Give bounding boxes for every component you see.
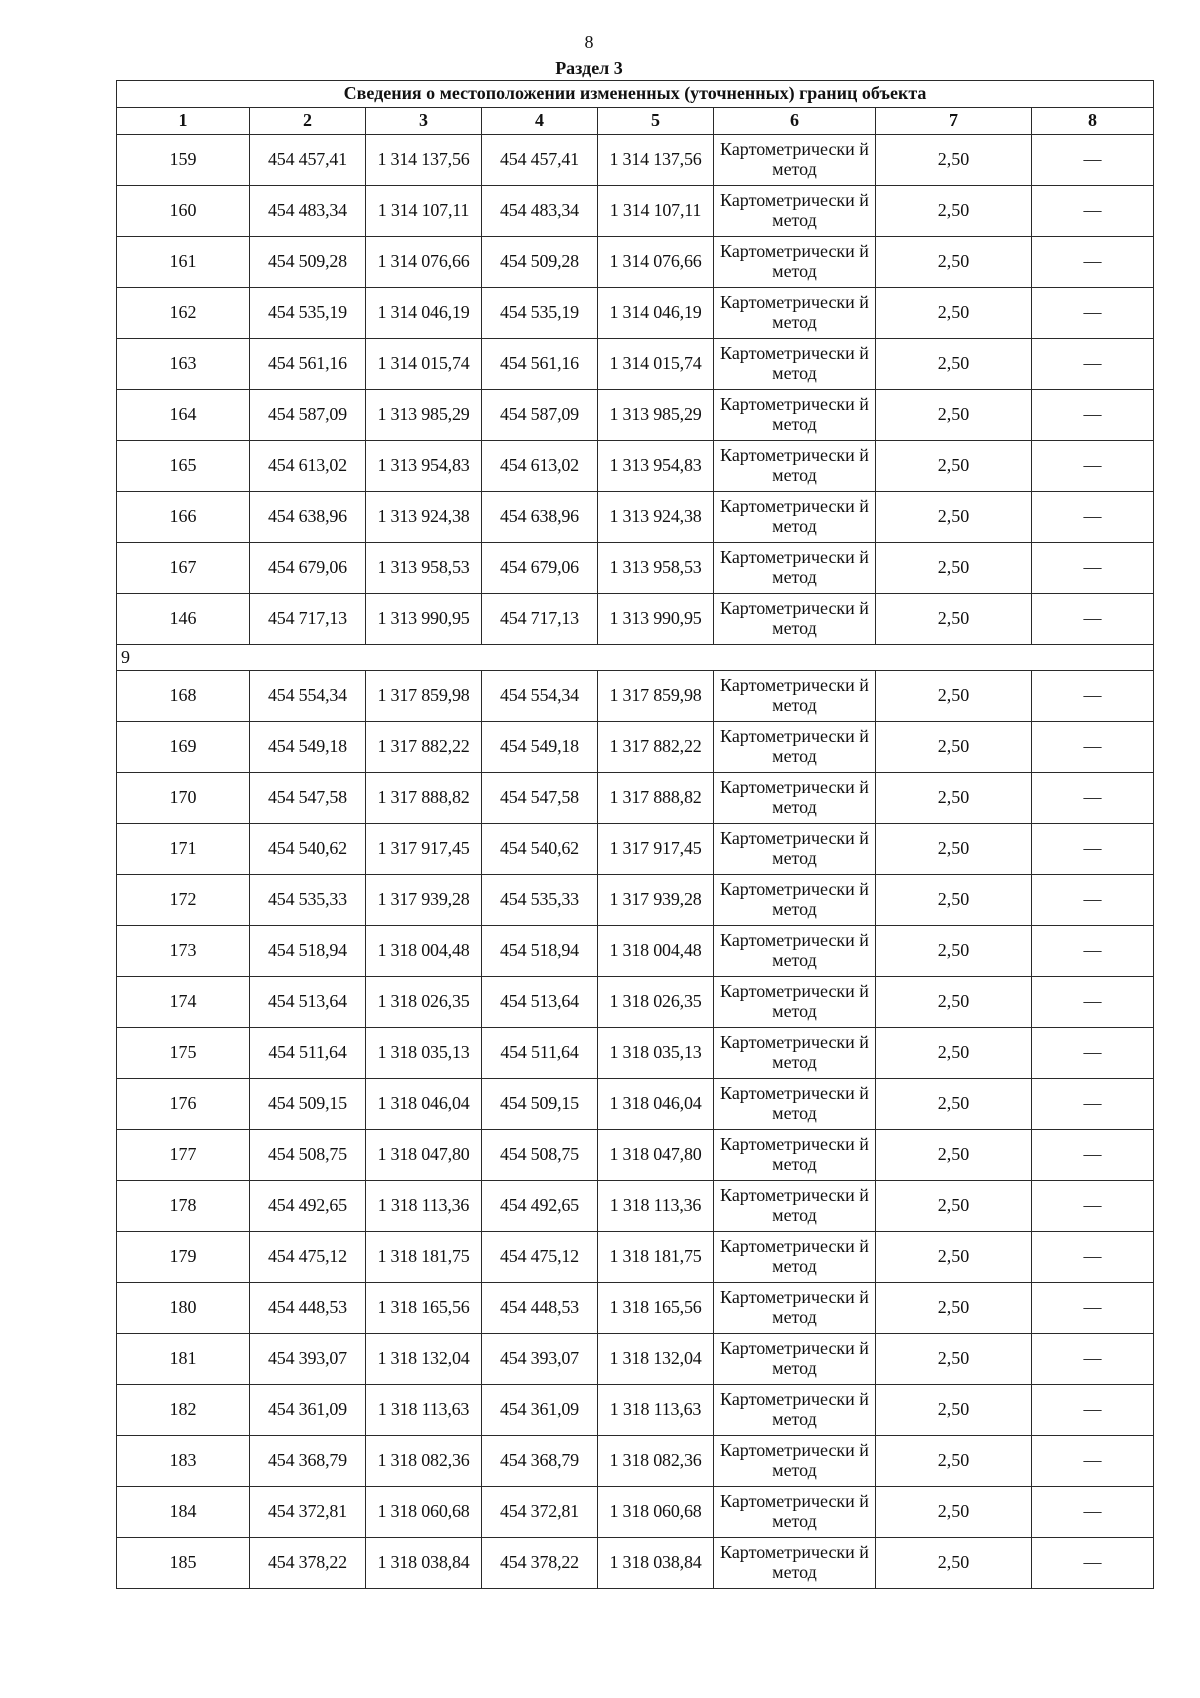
description-cell: —: [1032, 594, 1154, 645]
accuracy-cell: 2,50: [876, 1436, 1032, 1487]
x-existing-cell: 454 509,28: [250, 237, 366, 288]
x-new-cell: 454 535,33: [482, 875, 598, 926]
x-new-cell: 454 475,12: [482, 1232, 598, 1283]
table-title-row: [117, 81, 1154, 108]
method-cell: Картометрически й метод: [714, 1130, 876, 1181]
table-row: [117, 875, 1154, 926]
y-existing-cell: 1 317 859,98: [366, 671, 482, 722]
x-existing-cell: 454 518,94: [250, 926, 366, 977]
x-existing-cell: 454 613,02: [250, 441, 366, 492]
y-new-cell: 1 317 917,45: [598, 824, 714, 875]
description-cell: —: [1032, 288, 1154, 339]
y-existing-cell: 1 314 076,66: [366, 237, 482, 288]
x-new-cell: 454 509,15: [482, 1079, 598, 1130]
x-new-cell: 454 457,41: [482, 135, 598, 186]
x-new-cell: 454 518,94: [482, 926, 598, 977]
description-cell: —: [1032, 824, 1154, 875]
table-title: Сведения о местоположении измененных (уточненных) границ объекта: [117, 81, 1154, 108]
description-cell: —: [1032, 1436, 1154, 1487]
y-new-cell: 1 318 181,75: [598, 1232, 714, 1283]
point-number-cell: 146: [117, 594, 250, 645]
method-cell: Картометрически й метод: [714, 543, 876, 594]
x-existing-cell: 454 535,33: [250, 875, 366, 926]
point-number-cell: 178: [117, 1181, 250, 1232]
y-existing-cell: 1 317 882,22: [366, 722, 482, 773]
y-new-cell: 1 318 165,56: [598, 1283, 714, 1334]
point-number-cell: 159: [117, 135, 250, 186]
x-new-cell: 454 509,28: [482, 237, 598, 288]
x-existing-cell: 454 547,58: [250, 773, 366, 824]
x-existing-cell: 454 475,12: [250, 1232, 366, 1283]
table-row: [117, 671, 1154, 722]
accuracy-cell: 2,50: [876, 1283, 1032, 1334]
y-existing-cell: 1 313 958,53: [366, 543, 482, 594]
x-new-cell: 454 547,58: [482, 773, 598, 824]
method-cell: Картометрически й метод: [714, 1385, 876, 1436]
y-new-cell: 1 317 939,28: [598, 875, 714, 926]
point-number-cell: 181: [117, 1334, 250, 1385]
accuracy-cell: 2,50: [876, 288, 1032, 339]
table-row: [117, 1181, 1154, 1232]
method-cell: Картометрически й метод: [714, 1181, 876, 1232]
table-row: [117, 1079, 1154, 1130]
y-new-cell: 1 313 990,95: [598, 594, 714, 645]
method-cell: Картометрически й метод: [714, 1079, 876, 1130]
accuracy-cell: 2,50: [876, 977, 1032, 1028]
contour-group-row: [117, 645, 1154, 671]
method-cell: Картометрически й метод: [714, 390, 876, 441]
description-cell: —: [1032, 1385, 1154, 1436]
accuracy-cell: 2,50: [876, 339, 1032, 390]
point-number-cell: 174: [117, 977, 250, 1028]
accuracy-cell: 2,50: [876, 492, 1032, 543]
y-new-cell: 1 318 082,36: [598, 1436, 714, 1487]
x-existing-cell: 454 587,09: [250, 390, 366, 441]
y-new-cell: 1 314 137,56: [598, 135, 714, 186]
point-number-cell: 176: [117, 1079, 250, 1130]
table-row: [117, 773, 1154, 824]
method-cell: Картометрически й метод: [714, 824, 876, 875]
accuracy-cell: 2,50: [876, 1385, 1032, 1436]
x-new-cell: 454 638,96: [482, 492, 598, 543]
y-existing-cell: 1 313 924,38: [366, 492, 482, 543]
point-number-cell: 180: [117, 1283, 250, 1334]
x-existing-cell: 454 368,79: [250, 1436, 366, 1487]
accuracy-cell: 2,50: [876, 926, 1032, 977]
accuracy-cell: 2,50: [876, 1232, 1032, 1283]
description-cell: —: [1032, 875, 1154, 926]
table-row: [117, 288, 1154, 339]
accuracy-cell: 2,50: [876, 875, 1032, 926]
point-number-cell: 182: [117, 1385, 250, 1436]
table-row: [117, 1436, 1154, 1487]
table-row: [117, 1283, 1154, 1334]
table-row: [117, 186, 1154, 237]
method-cell: Картометрически й метод: [714, 1436, 876, 1487]
point-number-cell: 162: [117, 288, 250, 339]
accuracy-cell: 2,50: [876, 824, 1032, 875]
x-existing-cell: 454 378,22: [250, 1538, 366, 1589]
method-cell: Картометрически й метод: [714, 135, 876, 186]
y-existing-cell: 1 317 917,45: [366, 824, 482, 875]
y-new-cell: 1 318 046,04: [598, 1079, 714, 1130]
table-row: [117, 1130, 1154, 1181]
column-header: 8: [1032, 108, 1154, 135]
accuracy-cell: 2,50: [876, 441, 1032, 492]
description-cell: —: [1032, 492, 1154, 543]
x-existing-cell: 454 509,15: [250, 1079, 366, 1130]
x-new-cell: 454 717,13: [482, 594, 598, 645]
x-existing-cell: 454 457,41: [250, 135, 366, 186]
y-new-cell: 1 314 107,11: [598, 186, 714, 237]
description-cell: —: [1032, 390, 1154, 441]
table-row: [117, 926, 1154, 977]
method-cell: Картометрически й метод: [714, 1232, 876, 1283]
table-row: [117, 594, 1154, 645]
method-cell: Картометрически й метод: [714, 926, 876, 977]
table-row: [117, 543, 1154, 594]
accuracy-cell: 2,50: [876, 722, 1032, 773]
column-header: 3: [366, 108, 482, 135]
x-new-cell: 454 361,09: [482, 1385, 598, 1436]
y-new-cell: 1 314 046,19: [598, 288, 714, 339]
point-number-cell: 177: [117, 1130, 250, 1181]
y-existing-cell: 1 317 939,28: [366, 875, 482, 926]
description-cell: —: [1032, 722, 1154, 773]
point-number-cell: 170: [117, 773, 250, 824]
x-new-cell: 454 540,62: [482, 824, 598, 875]
x-existing-cell: 454 372,81: [250, 1487, 366, 1538]
method-cell: Картометрически й метод: [714, 1283, 876, 1334]
x-new-cell: 454 679,06: [482, 543, 598, 594]
point-number-cell: 166: [117, 492, 250, 543]
y-new-cell: 1 318 060,68: [598, 1487, 714, 1538]
accuracy-cell: 2,50: [876, 135, 1032, 186]
x-new-cell: 454 393,07: [482, 1334, 598, 1385]
point-number-cell: 169: [117, 722, 250, 773]
table-row: [117, 339, 1154, 390]
y-existing-cell: 1 318 026,35: [366, 977, 482, 1028]
accuracy-cell: 2,50: [876, 543, 1032, 594]
y-existing-cell: 1 318 047,80: [366, 1130, 482, 1181]
x-existing-cell: 454 448,53: [250, 1283, 366, 1334]
point-number-cell: 165: [117, 441, 250, 492]
method-cell: Картометрически й метод: [714, 875, 876, 926]
description-cell: —: [1032, 237, 1154, 288]
y-existing-cell: 1 318 004,48: [366, 926, 482, 977]
y-existing-cell: 1 318 035,13: [366, 1028, 482, 1079]
column-number-row: [117, 108, 1154, 135]
column-header: 4: [482, 108, 598, 135]
description-cell: —: [1032, 1232, 1154, 1283]
x-new-cell: 454 613,02: [482, 441, 598, 492]
y-existing-cell: 1 318 113,63: [366, 1385, 482, 1436]
x-new-cell: 454 587,09: [482, 390, 598, 441]
accuracy-cell: 2,50: [876, 1028, 1032, 1079]
column-header: 2: [250, 108, 366, 135]
method-cell: Картометрически й метод: [714, 186, 876, 237]
table-row: [117, 824, 1154, 875]
point-number-cell: 185: [117, 1538, 250, 1589]
x-new-cell: 454 554,34: [482, 671, 598, 722]
y-existing-cell: 1 314 015,74: [366, 339, 482, 390]
y-existing-cell: 1 318 181,75: [366, 1232, 482, 1283]
column-header: 1: [117, 108, 250, 135]
method-cell: Картометрически й метод: [714, 441, 876, 492]
y-new-cell: 1 318 047,80: [598, 1130, 714, 1181]
page-number: 8: [584, 32, 594, 52]
y-new-cell: 1 318 113,36: [598, 1181, 714, 1232]
description-cell: —: [1032, 1028, 1154, 1079]
y-new-cell: 1 318 026,35: [598, 977, 714, 1028]
method-cell: Картометрически й метод: [714, 1028, 876, 1079]
table-row: [117, 1334, 1154, 1385]
y-existing-cell: 1 314 107,11: [366, 186, 482, 237]
accuracy-cell: 2,50: [876, 1130, 1032, 1181]
method-cell: Картометрически й метод: [714, 492, 876, 543]
accuracy-cell: 2,50: [876, 1334, 1032, 1385]
y-existing-cell: 1 314 137,56: [366, 135, 482, 186]
method-cell: Картометрически й метод: [714, 1487, 876, 1538]
x-existing-cell: 454 549,18: [250, 722, 366, 773]
accuracy-cell: 2,50: [876, 773, 1032, 824]
table-row: [117, 1487, 1154, 1538]
description-cell: —: [1032, 1181, 1154, 1232]
x-new-cell: 454 511,64: [482, 1028, 598, 1079]
table-body: [117, 81, 1154, 1589]
y-existing-cell: 1 318 046,04: [366, 1079, 482, 1130]
table-row: [117, 1232, 1154, 1283]
y-new-cell: 1 313 924,38: [598, 492, 714, 543]
point-number-cell: 179: [117, 1232, 250, 1283]
point-number-cell: 184: [117, 1487, 250, 1538]
x-new-cell: 454 508,75: [482, 1130, 598, 1181]
y-new-cell: 1 314 076,66: [598, 237, 714, 288]
y-existing-cell: 1 318 132,04: [366, 1334, 482, 1385]
x-existing-cell: 454 540,62: [250, 824, 366, 875]
x-new-cell: 454 368,79: [482, 1436, 598, 1487]
point-number-cell: 163: [117, 339, 250, 390]
table-row: [117, 135, 1154, 186]
table-row: [117, 441, 1154, 492]
x-existing-cell: 454 508,75: [250, 1130, 366, 1181]
accuracy-cell: 2,50: [876, 1538, 1032, 1589]
y-new-cell: 1 318 132,04: [598, 1334, 714, 1385]
x-new-cell: 454 535,19: [482, 288, 598, 339]
x-existing-cell: 454 492,65: [250, 1181, 366, 1232]
y-new-cell: 1 313 954,83: [598, 441, 714, 492]
x-existing-cell: 454 511,64: [250, 1028, 366, 1079]
y-existing-cell: 1 313 990,95: [366, 594, 482, 645]
y-new-cell: 1 317 859,98: [598, 671, 714, 722]
boundary-coordinates-table: [116, 80, 1154, 1589]
y-existing-cell: 1 313 985,29: [366, 390, 482, 441]
y-new-cell: 1 313 985,29: [598, 390, 714, 441]
x-new-cell: 454 513,64: [482, 977, 598, 1028]
description-cell: —: [1032, 1079, 1154, 1130]
x-existing-cell: 454 513,64: [250, 977, 366, 1028]
y-new-cell: 1 317 882,22: [598, 722, 714, 773]
y-new-cell: 1 318 038,84: [598, 1538, 714, 1589]
method-cell: Картометрически й метод: [714, 722, 876, 773]
method-cell: Картометрически й метод: [714, 773, 876, 824]
x-new-cell: 454 561,16: [482, 339, 598, 390]
description-cell: —: [1032, 1487, 1154, 1538]
point-number-cell: 161: [117, 237, 250, 288]
accuracy-cell: 2,50: [876, 594, 1032, 645]
description-cell: —: [1032, 543, 1154, 594]
x-new-cell: 454 483,34: [482, 186, 598, 237]
y-new-cell: 1 317 888,82: [598, 773, 714, 824]
y-new-cell: 1 313 958,53: [598, 543, 714, 594]
y-existing-cell: 1 317 888,82: [366, 773, 482, 824]
table-row: [117, 977, 1154, 1028]
column-header: 5: [598, 108, 714, 135]
table-row: [117, 1028, 1154, 1079]
y-new-cell: 1 318 113,63: [598, 1385, 714, 1436]
x-existing-cell: 454 717,13: [250, 594, 366, 645]
point-number-cell: 175: [117, 1028, 250, 1079]
table-row: [117, 237, 1154, 288]
x-new-cell: 454 549,18: [482, 722, 598, 773]
method-cell: Картометрически й метод: [714, 339, 876, 390]
column-header: 6: [714, 108, 876, 135]
x-existing-cell: 454 679,06: [250, 543, 366, 594]
description-cell: —: [1032, 773, 1154, 824]
description-cell: —: [1032, 339, 1154, 390]
x-new-cell: 454 378,22: [482, 1538, 598, 1589]
accuracy-cell: 2,50: [876, 1487, 1032, 1538]
description-cell: —: [1032, 1334, 1154, 1385]
x-new-cell: 454 448,53: [482, 1283, 598, 1334]
x-existing-cell: 454 638,96: [250, 492, 366, 543]
point-number-cell: 164: [117, 390, 250, 441]
point-number-cell: 168: [117, 671, 250, 722]
method-cell: Картометрически й метод: [714, 1334, 876, 1385]
method-cell: Картометрически й метод: [714, 1538, 876, 1589]
contour-number: 9: [117, 645, 1154, 671]
x-existing-cell: 454 361,09: [250, 1385, 366, 1436]
point-number-cell: 167: [117, 543, 250, 594]
y-existing-cell: 1 314 046,19: [366, 288, 482, 339]
y-new-cell: 1 318 035,13: [598, 1028, 714, 1079]
point-number-cell: 172: [117, 875, 250, 926]
point-number-cell: 183: [117, 1436, 250, 1487]
method-cell: Картометрически й метод: [714, 237, 876, 288]
point-number-cell: 160: [117, 186, 250, 237]
accuracy-cell: 2,50: [876, 237, 1032, 288]
x-existing-cell: 454 535,19: [250, 288, 366, 339]
description-cell: —: [1032, 1538, 1154, 1589]
y-existing-cell: 1 318 082,36: [366, 1436, 482, 1487]
y-existing-cell: 1 313 954,83: [366, 441, 482, 492]
method-cell: Картометрически й метод: [714, 288, 876, 339]
x-existing-cell: 454 554,34: [250, 671, 366, 722]
point-number-cell: 171: [117, 824, 250, 875]
y-existing-cell: 1 318 060,68: [366, 1487, 482, 1538]
method-cell: Картометрически й метод: [714, 977, 876, 1028]
accuracy-cell: 2,50: [876, 1079, 1032, 1130]
accuracy-cell: 2,50: [876, 186, 1032, 237]
description-cell: —: [1032, 186, 1154, 237]
accuracy-cell: 2,50: [876, 671, 1032, 722]
y-existing-cell: 1 318 165,56: [366, 1283, 482, 1334]
x-new-cell: 454 372,81: [482, 1487, 598, 1538]
x-existing-cell: 454 561,16: [250, 339, 366, 390]
table-row: [117, 492, 1154, 543]
accuracy-cell: 2,50: [876, 390, 1032, 441]
accuracy-cell: 2,50: [876, 1181, 1032, 1232]
x-existing-cell: 454 483,34: [250, 186, 366, 237]
table-row: [117, 390, 1154, 441]
description-cell: —: [1032, 135, 1154, 186]
y-new-cell: 1 318 004,48: [598, 926, 714, 977]
description-cell: —: [1032, 441, 1154, 492]
y-existing-cell: 1 318 038,84: [366, 1538, 482, 1589]
method-cell: Картометрически й метод: [714, 671, 876, 722]
description-cell: —: [1032, 926, 1154, 977]
method-cell: Картометрически й метод: [714, 594, 876, 645]
x-new-cell: 454 492,65: [482, 1181, 598, 1232]
table-row: [117, 1385, 1154, 1436]
table-row: [117, 1538, 1154, 1589]
point-number-cell: 173: [117, 926, 250, 977]
column-header: 7: [876, 108, 1032, 135]
section-title: Раздел 3: [555, 58, 623, 78]
y-new-cell: 1 314 015,74: [598, 339, 714, 390]
table-row: [117, 722, 1154, 773]
description-cell: —: [1032, 1130, 1154, 1181]
y-existing-cell: 1 318 113,36: [366, 1181, 482, 1232]
description-cell: —: [1032, 977, 1154, 1028]
description-cell: —: [1032, 671, 1154, 722]
x-existing-cell: 454 393,07: [250, 1334, 366, 1385]
description-cell: —: [1032, 1283, 1154, 1334]
